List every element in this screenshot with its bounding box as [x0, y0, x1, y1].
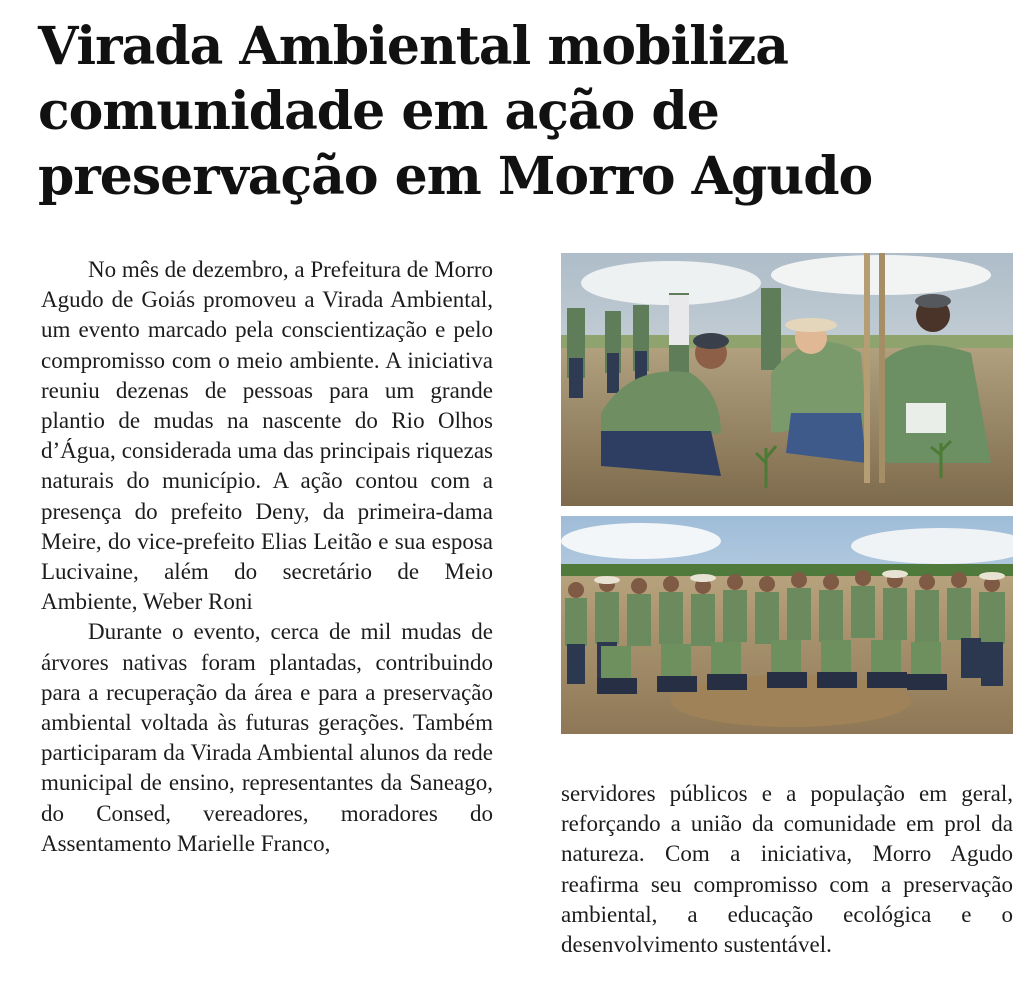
- article-paragraph: No mês de dezembro, a Prefeitura de Morro Agudo de Goiás promoveu a Virada Ambiental, um evento marcado pela conscientização e pelo compromisso com o meio ambiente. A iniciativa reuniu dezenas de pessoas para um grande plantio de mudas na nascente do Rio Olhos d’Água, considerada uma das principais riquezas naturais do município. A ação contou com a presença do prefeito Deny, da primeira-dama Meire, do vice-prefeito Elias Leitão e sua esposa Lucivaine, além do secretário de Meio Ambiente, Weber Roni: [41, 257, 493, 615]
- article-column-left: [41, 255, 493, 859]
- article-paragraph-continued: servidores públicos e a população em geral, reforçando a união da comunidade em prol da natureza. Com a iniciativa, Morro Agudo reafirma seu compromisso com a preservação ambiental, a educação ecológica e o desenvolvimento sustentável.: [561, 781, 1013, 958]
- article-paragraph: Durante o evento, cerca de mil mudas de árvores nativas foram plantadas, contribuindo para a recuperação da área e para a preservação ambiental voltada às futuras gerações. Também participaram da Virada Ambiental alunos da rede municipal de ensino, representantes da Saneago, do Consed, vereadores, moradores do Assentamento Marielle Franco,: [41, 619, 493, 856]
- photo-group: [561, 516, 1013, 734]
- photo-group-image: [561, 516, 1013, 734]
- photo-planting-seedlings: [561, 253, 1013, 506]
- article-headline: Virada Ambiental mobiliza comunidade em ação de preservação em Morro Agudo: [38, 16, 873, 207]
- photo-planting-seedlings-image: [561, 253, 1013, 506]
- article-column-right: [561, 779, 1013, 960]
